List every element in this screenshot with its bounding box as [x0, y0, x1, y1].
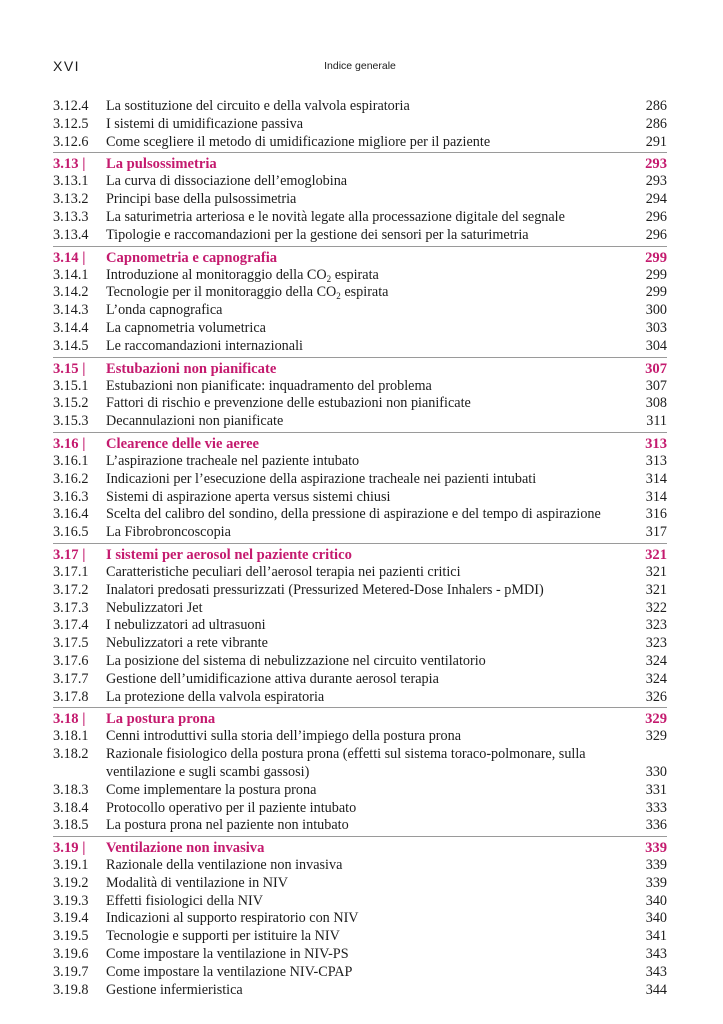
- section-heading[interactable]: [53, 839, 667, 857]
- toc-entry[interactable]: [53, 564, 667, 582]
- entry-number: 3.17.4: [53, 617, 89, 634]
- toc-entry[interactable]: [53, 320, 667, 338]
- entry-page: 336: [645, 817, 667, 834]
- toc-entry[interactable]: [53, 875, 667, 893]
- toc-entry[interactable]: [53, 378, 667, 396]
- entry-page: 314: [645, 488, 667, 505]
- toc-entry[interactable]: [53, 489, 667, 507]
- entry-page: 340: [645, 910, 667, 927]
- entry-number: 3.16.3: [53, 488, 89, 505]
- entry-page: 296: [645, 226, 667, 243]
- entry-page: 340: [645, 892, 667, 909]
- entry-page: 299: [645, 284, 667, 301]
- entry-page: 343: [645, 963, 667, 980]
- entry-number: 3.16.1: [53, 452, 89, 469]
- entry-title: Cenni introduttivi sulla storia dell’impiego della postura prona: [106, 728, 462, 745]
- entry-page: 344: [645, 981, 667, 998]
- section-heading[interactable]: [53, 710, 667, 728]
- section-heading[interactable]: [53, 546, 667, 564]
- toc-entry[interactable]: [53, 746, 667, 782]
- toc-section: [53, 707, 667, 835]
- toc-entry[interactable]: [53, 653, 667, 671]
- toc-entry[interactable]: [53, 800, 667, 818]
- toc-entry[interactable]: [53, 284, 667, 302]
- entry-title: La curva di dissociazione dell’emoglobina: [106, 173, 348, 190]
- entry-page: 313: [645, 452, 667, 469]
- entry-title: Protocollo operativo per il paziente intubato: [106, 799, 357, 816]
- toc-entry[interactable]: [53, 173, 667, 191]
- entry-title-subscript: 2: [326, 273, 332, 284]
- entry-page: 308: [645, 395, 667, 412]
- entry-title: Fattori di rischio e prevenzione delle estubazioni non pianificate: [106, 395, 471, 412]
- entry-page: 324: [645, 652, 667, 669]
- toc-entry[interactable]: [53, 946, 667, 964]
- entry-title: L’onda capnografica: [106, 302, 223, 319]
- toc-entry[interactable]: [53, 910, 667, 928]
- entry-title-rest: espirata: [331, 266, 379, 283]
- entry-number: 3.15.2: [53, 395, 89, 412]
- entry-title: La protezione della valvola espiratoria: [106, 688, 325, 705]
- entry-number: 3.19.7: [53, 963, 89, 980]
- entry-page: 291: [645, 133, 667, 150]
- entry-number: 3.18.2: [53, 746, 89, 763]
- toc-entry[interactable]: [53, 453, 667, 471]
- section-title: La pulsossimetria: [106, 156, 217, 173]
- entry-number: 3.17.5: [53, 635, 89, 652]
- toc-section: [53, 246, 667, 356]
- section-page: 293: [645, 156, 667, 173]
- entry-number: 3.12.4: [53, 98, 89, 114]
- entry-title: Tecnologie e supporti per istituire la NIV: [106, 928, 340, 945]
- entry-title: I nebulizzatori ad ultrasuoni: [106, 617, 266, 634]
- entry-page: 286: [645, 115, 667, 132]
- entry-page: 331: [645, 781, 667, 798]
- entry-title: La capnometria volumetrica: [106, 319, 266, 336]
- entry-page: 321: [645, 581, 667, 598]
- toc-entry[interactable]: [53, 600, 667, 618]
- entry-number: 3.19.5: [53, 928, 89, 945]
- entry-title: La saturimetria arteriosa e le novità legate alla processazione digitale del segnale: [106, 208, 565, 225]
- toc-section: [53, 836, 667, 999]
- entry-title: Come impostare la ventilazione NIV-CPAP: [106, 963, 353, 980]
- entry-number: 3.19.6: [53, 946, 89, 963]
- toc-entry[interactable]: [53, 395, 667, 413]
- entry-page: 333: [645, 799, 667, 816]
- entry-title: Razionale fisiologico della postura prona (effetti sul sistema toraco-polmonare, sulla ventilazione e sugli scambi gassosi): [106, 746, 586, 780]
- entry-number: 3.18.1: [53, 728, 89, 745]
- page-number: XVI: [53, 58, 81, 74]
- toc-entry[interactable]: [53, 413, 667, 431]
- entry-number: 3.18.3: [53, 781, 89, 798]
- section-title: Ventilazione non invasiva: [106, 840, 265, 857]
- entry-number: 3.13.4: [53, 226, 89, 243]
- toc-section: [53, 432, 667, 542]
- toc-section: [53, 152, 667, 244]
- section-number: 3.19 |: [53, 840, 86, 857]
- entry-title: Razionale della ventilazione non invasiva: [106, 857, 343, 874]
- entry-title: Estubazioni non pianificate: inquadramento del problema: [106, 377, 432, 394]
- toc-entry[interactable]: [53, 817, 667, 835]
- entry-number: 3.17.7: [53, 670, 89, 687]
- toc-entry[interactable]: [53, 617, 667, 635]
- section-title: Clearence delle vie aeree: [106, 435, 260, 452]
- section-title: I sistemi per aerosol nel paziente critico: [106, 546, 352, 563]
- entry-title: Sistemi di aspirazione aperta versus sistemi chiusi: [106, 488, 391, 505]
- section-title: Estubazioni non pianificate: [106, 360, 277, 377]
- entry-page: 343: [645, 946, 667, 963]
- entry-page: 322: [645, 599, 667, 616]
- entry-title: Modalità di ventilazione in NIV: [106, 874, 289, 891]
- entry-title-main: Tecnologie per il monitoraggio della CO: [106, 284, 337, 301]
- section-page: 321: [645, 546, 667, 563]
- entry-number: 3.19.8: [53, 981, 89, 998]
- section-heading[interactable]: [53, 435, 667, 453]
- section-page: 307: [645, 360, 667, 377]
- entry-page: 294: [645, 191, 667, 208]
- entry-title: Principi base della pulsossimetria: [106, 191, 297, 208]
- section-title: La postura prona: [106, 711, 216, 728]
- entry-page: 299: [645, 266, 667, 283]
- entry-title: Caratteristiche peculiari dell’aerosol terapia nei pazienti critici: [106, 563, 461, 580]
- entry-page: 304: [645, 337, 667, 354]
- entry-number: 3.17.2: [53, 581, 89, 598]
- toc-entry[interactable]: [53, 116, 667, 134]
- page-header: [53, 58, 667, 78]
- entry-title: Nebulizzatori a rete vibrante: [106, 635, 268, 652]
- entry-page: 303: [645, 319, 667, 336]
- entry-title: Effetti fisiologici della NIV: [106, 892, 263, 909]
- toc-entry[interactable]: [53, 471, 667, 489]
- entry-number: 3.14.2: [53, 284, 89, 301]
- toc-entry[interactable]: [53, 582, 667, 600]
- toc-entry[interactable]: [53, 98, 667, 116]
- entry-title: Come implementare la postura prona: [106, 781, 317, 798]
- section-number: 3.17 |: [53, 546, 86, 563]
- entry-title: Nebulizzatori Jet: [106, 599, 203, 616]
- entry-number: 3.17.1: [53, 563, 89, 580]
- entry-number: 3.12.6: [53, 133, 89, 150]
- toc-entry[interactable]: [53, 524, 667, 542]
- entry-number: 3.19.3: [53, 892, 89, 909]
- entry-page: 329: [645, 728, 667, 745]
- entry-number: 3.19.4: [53, 910, 89, 927]
- entry-number: 3.14.3: [53, 302, 89, 319]
- entry-number: 3.18.4: [53, 799, 89, 816]
- entry-title: La Fibrobroncoscopia: [106, 524, 231, 541]
- section-page: 339: [645, 840, 667, 857]
- entry-number: 3.19.1: [53, 857, 89, 874]
- toc-section: [53, 98, 667, 151]
- entry-title: Inalatori predosati pressurizzati (Pressurized Metered-Dose Inhalers - pMDI): [106, 581, 544, 598]
- toc-entry[interactable]: [53, 209, 667, 227]
- entry-page: 314: [645, 470, 667, 487]
- toc-entry[interactable]: [53, 134, 667, 152]
- section-number: 3.14 |: [53, 249, 86, 266]
- toc-entry[interactable]: [53, 635, 667, 653]
- entry-title: Come impostare la ventilazione in NIV-PS: [106, 946, 349, 963]
- entry-number: 3.16.4: [53, 506, 89, 523]
- entry-page: 339: [645, 857, 667, 874]
- entry-title-rest: espirata: [340, 284, 389, 301]
- toc-entry[interactable]: [53, 671, 667, 689]
- entry-title-main: Introduzione al monitoraggio della CO: [106, 266, 327, 283]
- entry-number: 3.17.8: [53, 688, 89, 705]
- entry-title: Scelta del calibro del sondino, della pressione di aspirazione e del tempo di aspirazione: [106, 506, 601, 523]
- toc-entry[interactable]: [53, 982, 667, 1000]
- entry-title: L’aspirazione tracheale nel paziente intubato: [106, 452, 360, 469]
- section-title: Capnometria e capnografia: [106, 249, 278, 266]
- entry-title: Gestione dell’umidificazione attiva durante aerosol terapia: [106, 670, 439, 687]
- entry-page: 311: [646, 413, 667, 430]
- entry-number: 3.14.1: [53, 266, 89, 283]
- entry-page: 341: [645, 928, 667, 945]
- entry-page: 324: [645, 670, 667, 687]
- entry-title: Le raccomandazioni internazionali: [106, 337, 303, 354]
- section-page: 329: [645, 711, 667, 728]
- toc-entry[interactable]: [53, 782, 667, 800]
- entry-title: La posizione del sistema di nebulizzazione nel circuito ventilatorio: [106, 652, 486, 669]
- entry-page: 296: [645, 208, 667, 225]
- toc-entry[interactable]: [53, 928, 667, 946]
- entry-title: [106, 284, 627, 302]
- table-of-contents: [53, 98, 667, 999]
- toc-entry[interactable]: [53, 857, 667, 875]
- entry-page: 323: [645, 635, 667, 652]
- section-page: 299: [645, 249, 667, 266]
- entry-title-subscript: 2: [336, 291, 341, 302]
- entry-title: Tipologie e raccomandazioni per la gestione dei sensori per la saturimetria: [106, 226, 529, 243]
- toc-entry[interactable]: [53, 893, 667, 911]
- toc-entry[interactable]: [53, 267, 667, 285]
- toc-section: [53, 543, 667, 706]
- entry-number: 3.13.3: [53, 208, 89, 225]
- toc-entry[interactable]: [53, 227, 667, 245]
- toc-entry[interactable]: [53, 338, 667, 356]
- section-number: 3.18 |: [53, 711, 86, 728]
- entry-page: 316: [645, 506, 667, 523]
- section-heading[interactable]: [53, 249, 667, 267]
- entry-number: 3.16.2: [53, 470, 89, 487]
- entry-number: 3.15.1: [53, 377, 89, 394]
- entry-number: 3.16.5: [53, 524, 89, 541]
- entry-page: 326: [645, 688, 667, 705]
- entry-number: 3.18.5: [53, 817, 89, 834]
- entry-page: 293: [645, 173, 667, 190]
- entry-title: La sostituzione del circuito e della valvola espiratoria: [106, 98, 410, 114]
- toc-entry[interactable]: [53, 191, 667, 209]
- entry-number: 3.19.2: [53, 874, 89, 891]
- toc-entry[interactable]: [53, 302, 667, 320]
- entry-title: [106, 267, 627, 285]
- entry-page: 307: [645, 377, 667, 394]
- section-page: 313: [645, 435, 667, 452]
- toc-entry[interactable]: [53, 964, 667, 982]
- section-number: 3.16 |: [53, 435, 86, 452]
- running-title: Indice generale: [324, 60, 396, 72]
- entry-number: 3.17.6: [53, 652, 89, 669]
- entry-title: La postura prona nel paziente non intubato: [106, 817, 349, 834]
- entry-page: 286: [645, 98, 667, 114]
- section-number: 3.13 |: [53, 156, 86, 173]
- entry-page: 339: [645, 874, 667, 891]
- entry-title: Decannulazioni non pianificate: [106, 413, 284, 430]
- entry-title: I sistemi di umidificazione passiva: [106, 115, 304, 132]
- entry-title: Gestione infermieristica: [106, 981, 243, 998]
- entry-number: 3.13.2: [53, 191, 89, 208]
- entry-title: Indicazioni al supporto respiratorio con NIV: [106, 910, 359, 927]
- toc-entry[interactable]: [53, 728, 667, 746]
- toc-entry[interactable]: [53, 506, 667, 524]
- entry-number: 3.14.4: [53, 319, 89, 336]
- toc-section: [53, 357, 667, 431]
- entry-page: 317: [645, 524, 667, 541]
- entry-number: 3.17.3: [53, 599, 89, 616]
- entry-number: 3.12.5: [53, 115, 89, 132]
- section-heading[interactable]: [53, 155, 667, 173]
- entry-number: 3.13.1: [53, 173, 89, 190]
- section-number: 3.15 |: [53, 360, 86, 377]
- toc-entry[interactable]: [53, 689, 667, 707]
- entry-number: 3.15.3: [53, 413, 89, 430]
- entry-page: 330: [645, 763, 667, 780]
- entry-title: Indicazioni per l’esecuzione della aspirazione tracheale nei pazienti intubati: [106, 470, 537, 487]
- section-heading[interactable]: [53, 360, 667, 378]
- entry-page: 321: [645, 563, 667, 580]
- entry-page: 300: [645, 302, 667, 319]
- entry-number: 3.14.5: [53, 337, 89, 354]
- entry-title: Come scegliere il metodo di umidificazione migliore per il paziente: [106, 133, 491, 150]
- entry-page: 323: [645, 617, 667, 634]
